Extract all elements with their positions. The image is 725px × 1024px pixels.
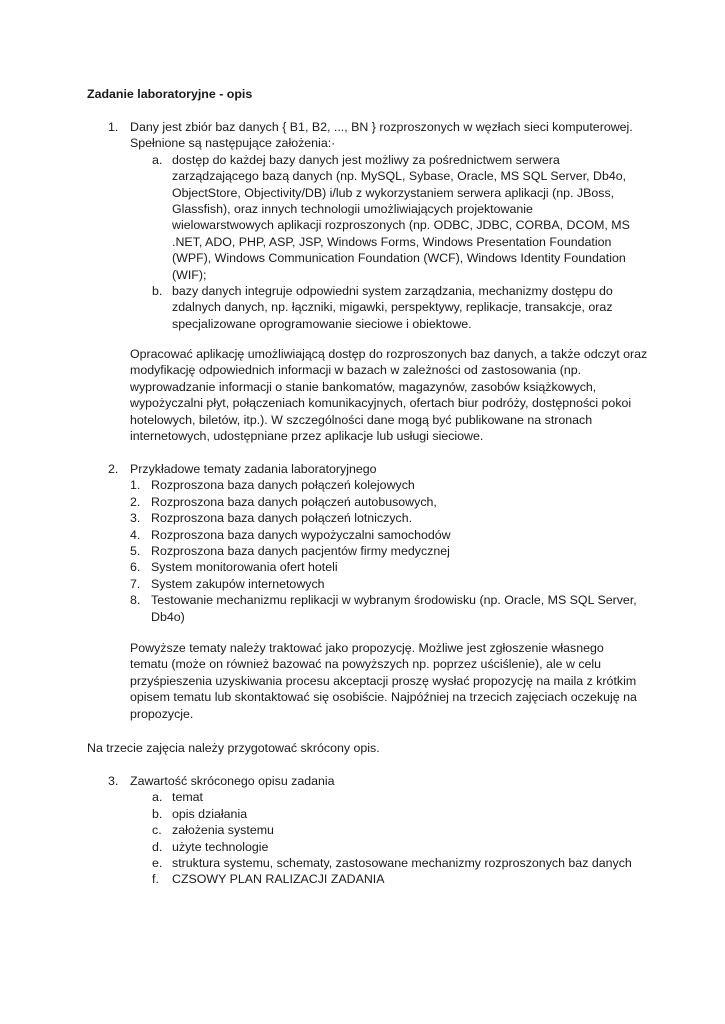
list-marker: a. (152, 152, 163, 167)
section-heading: Zawartość skróconego opisu zadania (130, 774, 335, 788)
paragraph-line: wypożyczalni płyt, połączeniach komunikacyjnych, ofertach biur podróży, dostępności pokoi (130, 396, 632, 411)
section-heading: Przykładowe tematy zadania laboratoryjnego (130, 462, 377, 476)
paragraph-line: przyśpieszenia uzyskiwania procesu akceptacji proszę wysłać propozycję na maila z krótkim (130, 673, 637, 688)
topic-line: Rozproszona baza danych połączeń kolejowych (151, 478, 415, 493)
paragraph-line: tematu (może on również bazować na powyższych np. poprzez uściślenie), ale w celu (130, 657, 602, 672)
list-marker: 7. (130, 576, 141, 591)
list-marker: f. (152, 872, 159, 887)
list-item-line: temat (172, 790, 203, 805)
list-item-line: (WPF), Windows Communication Foundation (WCF), Windows Identity Foundation (172, 251, 626, 266)
list-marker: e. (152, 856, 163, 870)
paragraph-line: modyfikację odpowiednich informacji w bazach w zależności od zastosowania (np. (130, 363, 582, 378)
section-intro-line: Dany jest zbiór baz danych { B1, B2, ..., BN } rozproszonych w węzłach sieci komputerowej. (130, 120, 633, 134)
note-line: Na trzecie zajęcia należy przygotować skrócony opis. (87, 741, 380, 755)
section-number: 1. (108, 120, 119, 134)
list-marker: 4. (130, 527, 141, 542)
list-item-line: struktura systemu, schematy, zastosowane mechanizmy rozproszonych baz danych (172, 856, 632, 870)
topic-line: System monitorowania ofert hoteli (151, 560, 338, 575)
list-marker: 3. (130, 511, 141, 526)
list-item-line: specjalizowane oprogramowanie sieciowe i obiektowe. (172, 316, 472, 331)
list-item-line: użyte technologie (172, 839, 269, 854)
list-marker: d. (152, 839, 163, 854)
topic-line: System zakupów internetowych (151, 576, 325, 591)
list-item-line: ObjectStore, Objectivity/DB) i/lub z wykorzystaniem serwera aplikacji (np. JBoss, (172, 185, 615, 200)
list-item-line: zdalnych danych, np. łączniki, migawki, perspektywy, replikacje, transakcje, oraz (172, 300, 613, 315)
list-item-line: .NET, ADO, PHP, ASP, JSP, Windows Forms, Windows Presentation Foundation (172, 234, 612, 249)
list-item-line: wielowarstwowych aplikacji rozproszonych (np. ODBC, JDBC, CORBA, DCOM, MS (172, 218, 630, 233)
list-marker: c. (152, 823, 162, 838)
topic-line: Rozproszona baza danych pacjentów firmy medycznej (151, 544, 450, 558)
paragraph-line: Opracować aplikację umożliwiającą dostęp do rozproszonych baz danych, a także odczyt oraz (130, 347, 648, 361)
list-item-line: bazy danych integruje odpowiedni system zarządzania, mechanizmy dostępu do (172, 284, 613, 298)
list-marker: 2. (130, 494, 141, 509)
paragraph-line: propozycje. (130, 706, 194, 721)
paragraph-line: hotelowych, biletów, itp.). W szczególności dane mogą być publikowane na stronach (130, 412, 593, 427)
list-marker: 8. (130, 593, 141, 608)
paragraph-line: wyprowadzanie informacji o stanie bankomatów, magazynów, zasobów książkowych, (130, 379, 597, 394)
list-marker: b. (152, 284, 163, 298)
paragraph-line: internetowych, udostępniane przez aplikacje lub usługi sieciowe. (130, 429, 484, 443)
list-marker: a. (152, 790, 163, 805)
topic-line: Rozproszona baza danych połączeń autobusowych, (151, 494, 437, 509)
topic-line: Rozproszona baza danych wypożyczalni samochodów (151, 527, 451, 542)
paragraph-line: opisem tematu lub skontaktować się osobiście. Najpóźniej na trzecich zajęciach oczekuję na (130, 690, 637, 705)
list-item-line: CZSOWY PLAN RALIZACJI ZADANIA (172, 872, 385, 887)
list-item-line: (WIF); (172, 267, 207, 282)
list-item-line: zarządzającego bazą danych (np. MySQL, Sybase, Oracle, MS SQL Server, Db4o, (172, 169, 627, 184)
section-number: 3. (108, 774, 119, 788)
list-marker: b. (152, 806, 163, 821)
topic-line: Rozproszona baza danych połączeń lotniczych. (151, 511, 413, 526)
list-item-line: opis działania (172, 806, 248, 821)
list-marker: 6. (130, 560, 141, 575)
list-item-line: dostęp do każdej bazy danych jest możliwy za pośrednictwem serwera (172, 152, 560, 167)
topic-line: Testowanie mechanizmu replikacji w wybranym środowisku (np. Oracle, MS SQL Server, (151, 593, 637, 608)
topic-line: Db4o) (151, 609, 185, 624)
section-number: 2. (108, 462, 119, 476)
paragraph-line: Powyższe tematy należy traktować jako propozycję. Możliwe jest zgłoszenie własnego (130, 641, 604, 655)
list-item-line: założenia systemu (172, 823, 274, 838)
document-title: Zadanie laboratoryjne - opis (87, 87, 253, 101)
list-marker: 5. (130, 544, 141, 558)
list-item-line: Glassfish), oraz innych technologii umożliwiających projektowanie (172, 202, 533, 216)
section-intro-line: Spełnione są następujące założenia:· (130, 136, 336, 151)
list-marker: 1. (130, 478, 141, 493)
